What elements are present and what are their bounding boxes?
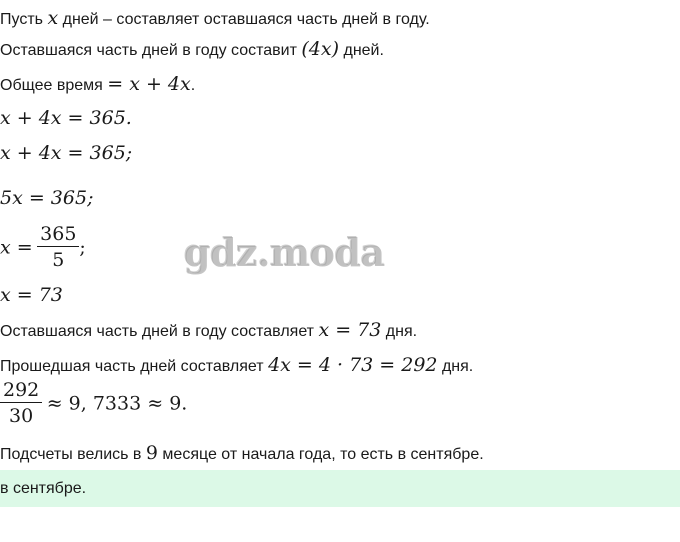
math: x = <box>0 236 33 259</box>
math: = x + 4x <box>107 73 191 95</box>
text: Прошедшая часть дней составляет <box>0 358 269 375</box>
equation-1: x + 4x = 365. <box>0 107 132 129</box>
line-9 <box>0 320 417 342</box>
math: ≈ 9, 7333 ≈ 9. <box>46 392 188 415</box>
math: ; <box>79 236 86 259</box>
line-12 <box>0 443 484 465</box>
math: 9 <box>145 442 158 464</box>
equation-2: x + 4x = 365; <box>0 142 133 164</box>
line-3 <box>0 74 195 96</box>
line-10 <box>0 355 473 377</box>
watermark-logo: gdz.moda <box>184 230 385 275</box>
line-1 <box>0 8 430 30</box>
text: Оставшаяся часть дней в году составляет <box>0 323 319 340</box>
text: месяце от начала года, то есть в сентябре. <box>157 446 484 463</box>
math: (4x) <box>301 38 340 60</box>
text: дней – составляет оставшаяся часть дней в году. <box>58 11 430 28</box>
answer-box <box>0 470 680 507</box>
text: дня. <box>437 358 474 375</box>
text: Оставшаяся часть дней в году составит <box>0 42 302 59</box>
answer-text: в сентябре. <box>0 480 87 497</box>
equation-3: 5x = 365; <box>0 187 94 209</box>
text: Общее время <box>0 77 108 94</box>
equation-4 <box>0 222 86 273</box>
equation-5: x = 73 <box>0 284 63 306</box>
text: дня. <box>381 323 418 340</box>
text: Подсчеты велись в <box>0 446 146 463</box>
math: x = 73 <box>318 319 382 341</box>
denominator: 5 <box>37 246 79 273</box>
fraction <box>0 378 42 429</box>
denominator: 30 <box>0 402 42 429</box>
text: . <box>190 77 196 94</box>
text: Пусть <box>0 11 48 28</box>
math: x <box>47 7 59 29</box>
numerator: 365 <box>40 223 77 245</box>
text: дней. <box>339 42 384 59</box>
fraction <box>37 222 79 273</box>
equation-6 <box>0 378 187 429</box>
line-2 <box>0 39 384 61</box>
numerator: 292 <box>3 379 40 401</box>
math: 4x = 4 · 73 = 292 <box>268 354 438 376</box>
